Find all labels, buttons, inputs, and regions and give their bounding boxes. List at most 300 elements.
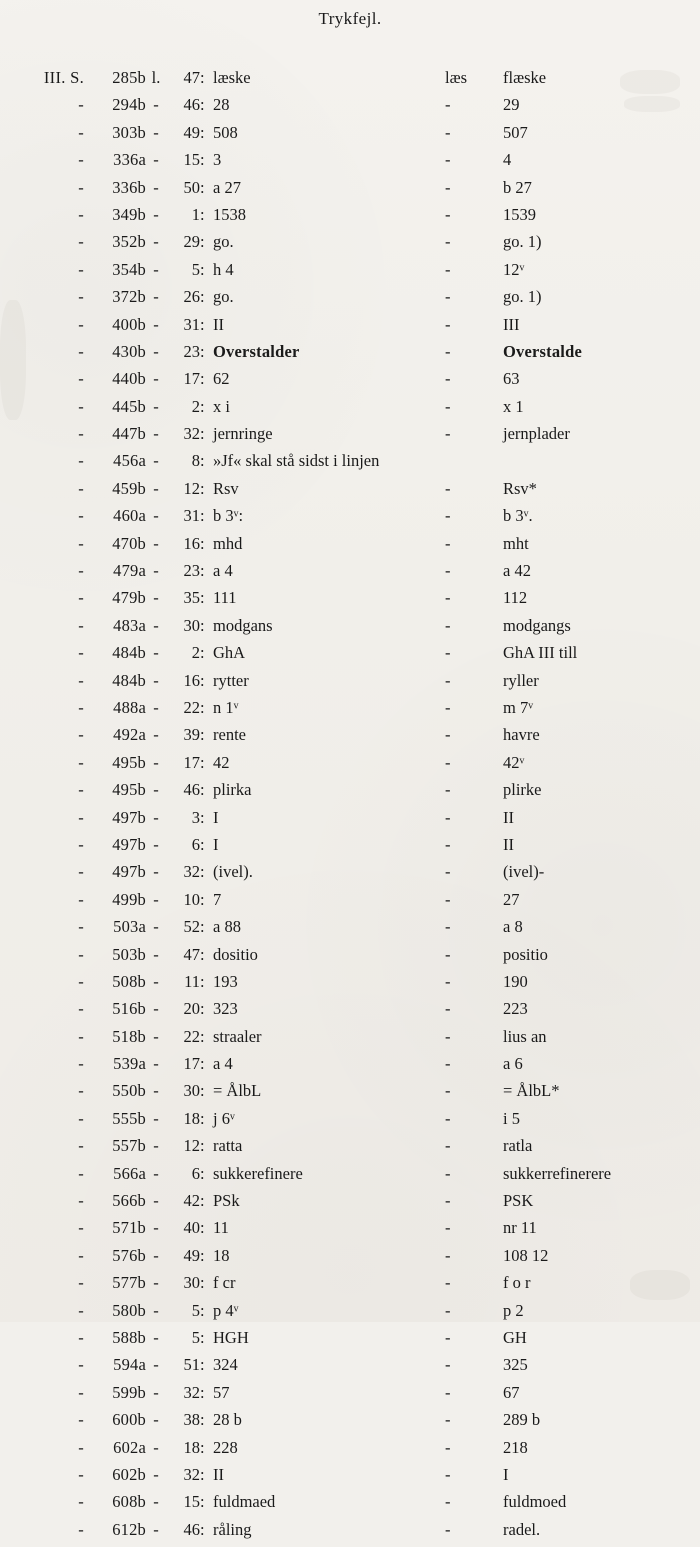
cell-line-number: 23 [183, 561, 200, 581]
cell-corrected-text: x 1 [503, 396, 524, 416]
cell-volume: - [78, 1519, 84, 1539]
table-row [0, 671, 700, 698]
cell-page: 497b [112, 834, 146, 854]
cell-corrected-text: 67 [503, 1382, 520, 1402]
cell-line-number: 16 [183, 670, 200, 690]
cell-page: 497b [112, 807, 146, 827]
cell-colon: : [200, 396, 205, 416]
cell-page: 294b [112, 95, 146, 115]
cell-line-number: 8 [191, 451, 200, 471]
cell-line-number: 2 [191, 643, 200, 663]
cell-read-marker: - [445, 1410, 451, 1430]
cell-page: 492a [113, 725, 146, 745]
cell-line-marker: - [153, 1054, 159, 1074]
table-row [0, 808, 700, 835]
cell-line-marker: - [153, 1492, 159, 1512]
cell-line-marker: - [153, 1300, 159, 1320]
cell-corrected-text: p 2 [503, 1300, 524, 1320]
cell-printed-text: sukkerefinere [213, 1163, 303, 1183]
cell-line-marker: - [153, 204, 159, 224]
table-row [0, 835, 700, 862]
table-row [0, 451, 700, 478]
table-row [0, 1109, 700, 1136]
cell-line-number: 49 [183, 122, 200, 142]
cell-volume: - [78, 1081, 84, 1101]
cell-colon: : [200, 889, 205, 909]
cell-read-marker: - [445, 1382, 451, 1402]
cell-colon: : [200, 259, 205, 279]
cell-volume: - [78, 561, 84, 581]
cell-read-marker: - [445, 204, 451, 224]
cell-printed-text: h 4 [213, 259, 234, 279]
cell-corrected-text: a 6 [503, 1054, 523, 1074]
cell-line-marker: - [153, 1519, 159, 1539]
cell-line-marker: - [153, 917, 159, 937]
cell-corrected-text: 289 b [503, 1410, 541, 1430]
cell-read-marker: - [445, 752, 451, 772]
cell-volume: - [78, 424, 84, 444]
cell-line-marker: - [153, 807, 159, 827]
cell-volume: - [78, 780, 84, 800]
cell-read-marker: - [445, 259, 451, 279]
cell-page: 577b [112, 1273, 146, 1293]
cell-printed-text: 42 [213, 752, 230, 772]
cell-line-marker: - [153, 314, 159, 334]
cell-printed-text: = ÅlbL [213, 1081, 262, 1101]
table-row [0, 643, 700, 670]
cell-volume: - [78, 478, 84, 498]
cell-volume: - [78, 122, 84, 142]
cell-line-marker: - [153, 1191, 159, 1211]
cell-page: 488a [113, 697, 146, 717]
cell-colon: : [200, 643, 205, 663]
cell-read-marker: - [445, 1191, 451, 1211]
cell-printed-text: II [213, 314, 224, 334]
cell-read-marker: - [445, 287, 451, 307]
cell-printed-text: f cr [213, 1273, 236, 1293]
cell-line-marker: - [153, 588, 159, 608]
page-title: Trykfejl. [318, 9, 382, 28]
cell-printed-text: Overstalder [213, 341, 300, 361]
cell-line-number: 2 [191, 396, 200, 416]
cell-colon: : [200, 478, 205, 498]
cell-line-number: 20 [183, 999, 200, 1019]
cell-line-number: 30 [183, 1081, 200, 1101]
cell-printed-text: PSk [213, 1191, 240, 1211]
cell-page: 518b [112, 1026, 146, 1046]
table-row [0, 1164, 700, 1191]
cell-line-number: 16 [183, 533, 200, 553]
cell-page: 566a [113, 1163, 146, 1183]
cell-line-number: 50 [183, 177, 200, 197]
table-row [0, 616, 700, 643]
table-row [0, 1355, 700, 1382]
cell-colon: : [200, 697, 205, 717]
cell-corrected-text: flæske [503, 68, 547, 87]
cell-page: 479b [112, 588, 146, 608]
cell-volume: - [78, 1054, 84, 1074]
cell-line-marker: - [153, 287, 159, 307]
table-row [0, 479, 700, 506]
cell-corrected-text: Rsv* [503, 478, 537, 498]
table-row [0, 1383, 700, 1410]
cell-line-number: 32 [183, 424, 200, 444]
cell-printed-text: b 3ᵛ: [213, 506, 244, 526]
cell-corrected-text: (ivel)- [503, 862, 545, 882]
cell-printed-text: læske [213, 68, 251, 87]
cell-printed-text: II [213, 1464, 224, 1484]
cell-line-number: 47 [183, 944, 200, 964]
cell-volume: - [78, 1273, 84, 1293]
cell-colon: : [200, 533, 205, 553]
errata-table [0, 68, 700, 1547]
table-row [0, 1218, 700, 1245]
cell-page: 555b [112, 1108, 146, 1128]
cell-read-marker: - [445, 1136, 451, 1156]
cell-printed-text: go. [213, 232, 234, 252]
cell-page: 497b [112, 862, 146, 882]
cell-line-number: 40 [183, 1218, 200, 1238]
cell-volume: - [78, 670, 84, 690]
cell-colon: : [200, 1437, 205, 1457]
table-row [0, 999, 700, 1026]
cell-volume: - [78, 1136, 84, 1156]
table-row [0, 725, 700, 752]
cell-line-number: 30 [183, 615, 200, 635]
cell-line-number: 15 [183, 1492, 200, 1512]
cell-printed-text: a 4 [213, 561, 233, 581]
table-row [0, 178, 700, 205]
cell-line-number: 17 [183, 1054, 200, 1074]
cell-page: 608b [112, 1492, 146, 1512]
cell-printed-text: 28 b [213, 1410, 242, 1430]
cell-line-marker: - [153, 506, 159, 526]
cell-corrected-text: 325 [503, 1355, 528, 1375]
cell-volume: - [78, 971, 84, 991]
cell-line-marker: - [153, 1382, 159, 1402]
cell-read-marker: - [445, 150, 451, 170]
cell-line-number: 32 [183, 1464, 200, 1484]
cell-read-marker: - [445, 561, 451, 581]
cell-read-marker: - [445, 1437, 451, 1457]
cell-line-number: 26 [183, 287, 200, 307]
cell-line-number: 5 [191, 1327, 200, 1347]
cell-volume: - [78, 369, 84, 389]
cell-read-marker: - [445, 834, 451, 854]
cell-printed-text: (ivel). [213, 862, 253, 882]
table-row [0, 260, 700, 287]
table-row [0, 917, 700, 944]
cell-corrected-text: 190 [503, 971, 528, 991]
cell-colon: : [200, 1355, 205, 1375]
cell-page: 303b [112, 122, 146, 142]
cell-corrected-text: 218 [503, 1437, 528, 1457]
cell-volume: - [78, 889, 84, 909]
cell-printed-text: straaler [213, 1026, 262, 1046]
cell-line-marker: - [153, 122, 159, 142]
cell-read-marker: - [445, 533, 451, 553]
cell-page: 445b [112, 396, 146, 416]
cell-read-marker: - [445, 478, 451, 498]
cell-volume: - [78, 95, 84, 115]
cell-line-number: 52 [183, 917, 200, 937]
cell-volume: - [78, 1026, 84, 1046]
cell-page: 571b [112, 1218, 146, 1238]
cell-line-number: 31 [183, 506, 200, 526]
cell-corrected-text: nr 11 [503, 1218, 537, 1238]
cell-volume: - [78, 396, 84, 416]
cell-colon: : [200, 971, 205, 991]
cell-line-marker: - [153, 971, 159, 991]
cell-page: 460a [113, 506, 146, 526]
cell-page: 602a [113, 1437, 146, 1457]
cell-printed-text: 228 [213, 1437, 238, 1457]
cell-line-number: 12 [183, 1136, 200, 1156]
cell-corrected-text: 63 [503, 369, 520, 389]
cell-colon: : [200, 1163, 205, 1183]
cell-volume: - [78, 314, 84, 334]
cell-printed-text: rente [213, 725, 246, 745]
cell-volume: - [78, 1191, 84, 1211]
cell-line-number: 32 [183, 1382, 200, 1402]
cell-line-marker: - [153, 396, 159, 416]
cell-volume: - [78, 944, 84, 964]
cell-line-marker: - [153, 1355, 159, 1375]
cell-volume: - [78, 287, 84, 307]
cell-line-marker: - [153, 944, 159, 964]
table-row [0, 945, 700, 972]
cell-printed-text: x i [213, 396, 230, 416]
cell-colon: : [200, 1026, 205, 1046]
cell-page: 516b [112, 999, 146, 1019]
cell-read-marker: - [445, 424, 451, 444]
cell-line-number: 23 [183, 341, 200, 361]
table-row [0, 506, 700, 533]
table-row [0, 397, 700, 424]
cell-line-number: 35 [183, 588, 200, 608]
cell-read-marker: - [445, 341, 451, 361]
cell-line-marker: - [153, 862, 159, 882]
cell-colon: : [200, 1108, 205, 1128]
cell-colon: : [200, 95, 205, 115]
cell-volume: - [78, 862, 84, 882]
cell-read-marker: - [445, 1218, 451, 1238]
cell-printed-text: modgans [213, 615, 273, 635]
cell-read-marker: - [445, 971, 451, 991]
cell-colon: : [200, 670, 205, 690]
table-row [0, 972, 700, 999]
table-row [0, 424, 700, 451]
cell-colon: : [200, 232, 205, 252]
cell-line-marker: - [153, 1163, 159, 1183]
cell-page: 539a [113, 1054, 146, 1074]
cell-volume: - [78, 1163, 84, 1183]
cell-line-marker: - [153, 561, 159, 581]
cell-corrected-text: jernplader [503, 424, 570, 444]
cell-corrected-text: mht [503, 533, 529, 553]
cell-read-marker: - [445, 917, 451, 937]
cell-volume: - [78, 588, 84, 608]
cell-page: 456a [113, 451, 146, 471]
cell-line-number: 15 [183, 150, 200, 170]
cell-corrected-text: a 42 [503, 561, 531, 581]
cell-page: 479a [113, 561, 146, 581]
cell-line-marker: - [153, 670, 159, 690]
cell-read-marker: - [445, 1492, 451, 1512]
cell-volume: - [78, 615, 84, 635]
cell-printed-text: 324 [213, 1355, 238, 1375]
cell-printed-text: 508 [213, 122, 238, 142]
cell-page: 349b [112, 204, 146, 224]
table-row [0, 287, 700, 314]
cell-line-number: 39 [183, 725, 200, 745]
cell-line-number: 38 [183, 1410, 200, 1430]
cell-printed-text: plirka [213, 780, 252, 800]
cell-line-number: 12 [183, 478, 200, 498]
cell-printed-text: p 4ᵛ [213, 1300, 239, 1320]
cell-volume: - [78, 232, 84, 252]
cell-corrected-text: 29 [503, 95, 520, 115]
cell-colon: : [200, 177, 205, 197]
cell-page: 588b [112, 1327, 146, 1347]
cell-read-marker: - [445, 1163, 451, 1183]
cell-printed-text: j 6ᵛ [213, 1108, 235, 1128]
cell-printed-text: HGH [213, 1327, 249, 1347]
cell-colon: : [200, 1245, 205, 1265]
cell-volume: - [78, 1355, 84, 1375]
cell-colon: : [200, 725, 205, 745]
table-row [0, 561, 700, 588]
table-row [0, 534, 700, 561]
cell-page: 599b [112, 1382, 146, 1402]
table-row [0, 369, 700, 396]
cell-volume: - [78, 1300, 84, 1320]
cell-read-marker: - [445, 944, 451, 964]
cell-printed-text: »Jf« skal stå sidst i linjen [213, 451, 380, 471]
cell-read-marker: - [445, 643, 451, 663]
cell-colon: : [200, 314, 205, 334]
cell-line-marker: - [153, 341, 159, 361]
cell-colon: : [200, 615, 205, 635]
cell-line-marker: - [153, 1218, 159, 1238]
cell-read-marker: - [445, 780, 451, 800]
cell-line-number: 22 [183, 697, 200, 717]
table-row [0, 1438, 700, 1465]
cell-line-number: 46 [183, 780, 200, 800]
cell-volume: - [78, 1464, 84, 1484]
cell-page: 580b [112, 1300, 146, 1320]
cell-printed-text: 323 [213, 999, 238, 1019]
cell-page: 484b [112, 670, 146, 690]
cell-line-number: 47 [183, 68, 200, 87]
cell-line-marker: - [153, 1437, 159, 1457]
cell-corrected-text: I [503, 1464, 509, 1484]
cell-colon: : [200, 1410, 205, 1430]
table-row [0, 95, 700, 122]
cell-colon: : [200, 561, 205, 581]
cell-page: 550b [112, 1081, 146, 1101]
cell-line-number: 51 [183, 1355, 200, 1375]
cell-colon: : [200, 506, 205, 526]
cell-page: 400b [112, 314, 146, 334]
cell-read-marker: - [445, 862, 451, 882]
cell-colon: : [200, 287, 205, 307]
table-row [0, 753, 700, 780]
cell-colon: : [200, 1273, 205, 1293]
table-row [0, 1273, 700, 1300]
cell-page: 594a [113, 1355, 146, 1375]
cell-page: 499b [112, 889, 146, 909]
cell-printed-text: råling [213, 1519, 252, 1539]
cell-read-marker: - [445, 95, 451, 115]
table-row [0, 862, 700, 889]
cell-corrected-text: 223 [503, 999, 528, 1019]
cell-page: 440b [112, 369, 146, 389]
cell-colon: : [200, 834, 205, 854]
cell-read-marker: - [445, 177, 451, 197]
cell-line-marker: - [153, 834, 159, 854]
cell-printed-text: 193 [213, 971, 238, 991]
cell-corrected-text: Overstalde [503, 341, 582, 361]
cell-volume: - [78, 1245, 84, 1265]
cell-read-marker: - [445, 1327, 451, 1347]
cell-colon: : [200, 1054, 205, 1074]
cell-page: 495b [112, 752, 146, 772]
cell-line-number: 22 [183, 1026, 200, 1046]
cell-corrected-text: b 3ᵛ. [503, 506, 533, 526]
cell-line-marker: - [153, 643, 159, 663]
cell-corrected-text: modgangs [503, 615, 571, 635]
cell-line-marker: - [153, 533, 159, 553]
cell-corrected-text: go. 1) [503, 287, 542, 307]
cell-page: 503a [113, 917, 146, 937]
cell-corrected-text: lius an [503, 1026, 547, 1046]
table-row [0, 698, 700, 725]
cell-read-marker: - [445, 615, 451, 635]
cell-corrected-text: GH [503, 1327, 527, 1347]
cell-page: 566b [112, 1191, 146, 1211]
table-row [0, 1492, 700, 1519]
cell-corrected-text: II [503, 807, 514, 827]
table-row [0, 1136, 700, 1163]
cell-printed-text: 28 [213, 95, 230, 115]
cell-line-number: 17 [183, 369, 200, 389]
cell-read-marker: læs [445, 68, 468, 87]
table-row [0, 1081, 700, 1108]
cell-read-marker: - [445, 314, 451, 334]
cell-page: 372b [112, 287, 146, 307]
cell-volume: - [78, 697, 84, 717]
cell-read-marker: - [445, 697, 451, 717]
cell-corrected-text: ryller [503, 670, 539, 690]
cell-line-marker: - [153, 424, 159, 444]
cell-corrected-text: 4 [503, 150, 512, 170]
cell-line-number: 6 [191, 1163, 200, 1183]
cell-volume: - [78, 752, 84, 772]
cell-volume: - [78, 917, 84, 937]
cell-printed-text: 7 [213, 889, 222, 909]
cell-read-marker: - [445, 1300, 451, 1320]
cell-corrected-text: b 27 [503, 177, 532, 197]
cell-line-marker: - [153, 615, 159, 635]
cell-read-marker: - [445, 369, 451, 389]
cell-line-marker: - [153, 725, 159, 745]
table-row [0, 1410, 700, 1437]
cell-line-marker: - [153, 1327, 159, 1347]
cell-volume: - [78, 204, 84, 224]
cell-volume: - [78, 1218, 84, 1238]
cell-page: 612b [112, 1519, 146, 1539]
